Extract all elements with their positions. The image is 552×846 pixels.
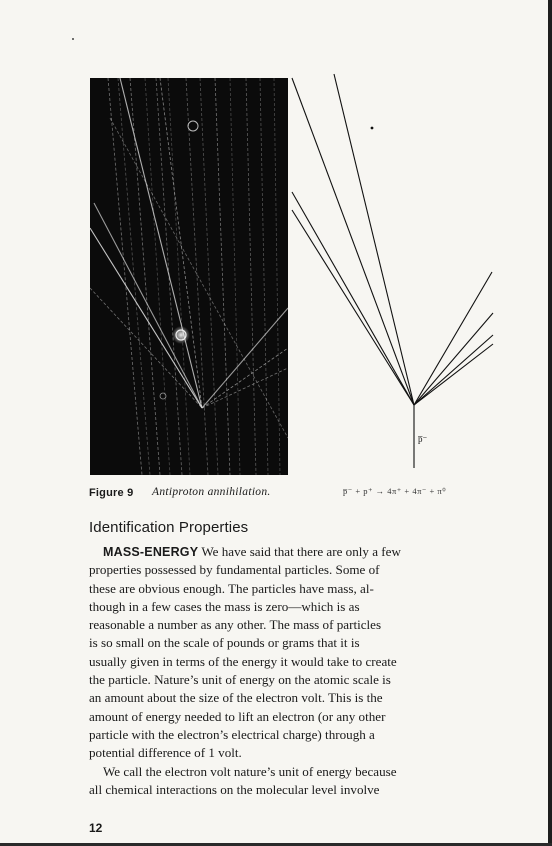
text-line: We call the electron volt nature’s unit of energy because	[103, 763, 397, 779]
bubble-track	[94, 203, 202, 408]
outgoing-track	[414, 335, 493, 405]
outgoing-track	[292, 210, 414, 405]
outgoing-track	[414, 313, 493, 405]
bubble-chamber-photograph	[90, 78, 288, 475]
bubble-ring	[188, 121, 198, 131]
bubble-track	[246, 78, 256, 475]
paragraph-lead-in: MASS-ENERGY	[103, 545, 199, 559]
bubble-track	[202, 308, 288, 408]
bubble-track	[200, 78, 218, 475]
bubble-ring	[160, 393, 166, 399]
bubble-track	[202, 368, 288, 408]
page-edge-shadow	[548, 0, 552, 846]
bubble-track	[260, 78, 268, 475]
text-line: usually given in terms of the energy it would take to create	[89, 653, 397, 669]
outgoing-track	[292, 78, 414, 405]
text-line: though in a few cases the mass is zero—which is as	[89, 598, 360, 614]
figure-caption: Antiproton annihilation.	[152, 486, 271, 498]
figure-label: Figure 9	[89, 487, 134, 499]
outgoing-track	[414, 344, 493, 405]
text-line: all chemical interactions on the molecular level involve	[89, 781, 380, 797]
text-line: reasonable a number as any other. The mass of particles	[89, 617, 382, 633]
text-line: amount of energy needed to lift an electron (or any other	[89, 708, 386, 724]
text-line: potential difference of 1 volt.	[89, 745, 242, 761]
bubble-track	[230, 78, 240, 475]
bubble-track	[160, 78, 202, 408]
bubble-track	[215, 78, 230, 475]
page-number: 12	[89, 821, 103, 835]
bubble-track	[202, 348, 288, 408]
track-dot	[371, 127, 374, 130]
bubble-track	[110, 118, 288, 438]
bubble-track	[274, 78, 280, 475]
bubble-highlight	[172, 326, 190, 344]
text-line: an amount about the size of the electron volt. This is the	[89, 690, 383, 706]
bubble-track	[186, 78, 208, 475]
text-line: is so small on the scale of pounds or grams that it is	[89, 635, 360, 651]
text-line: these are obvious enough. The particles have mass, al-	[89, 580, 374, 596]
outgoing-track	[292, 192, 414, 405]
body-text	[89, 543, 497, 799]
outgoing-track	[334, 74, 414, 405]
section-heading: Identification Properties	[89, 519, 249, 536]
bubble-track	[145, 78, 170, 475]
bubble-track	[118, 78, 150, 475]
text-line: the particle. Nature’s unit of energy on the atomic scale is	[89, 672, 391, 688]
annihilation-track-diagram	[290, 70, 500, 470]
text-line: particle with the electron’s electrical charge) through a	[89, 726, 375, 742]
bubble-track	[90, 228, 202, 408]
text-line: properties possessed by fundamental particles. Some of	[89, 562, 380, 578]
print-speck	[72, 38, 74, 40]
outgoing-track	[414, 272, 492, 405]
annihilation-equation: p̅⁻ + p⁺ → 4π⁺ + 4π⁻ + π⁰	[343, 486, 447, 496]
bubble-track	[168, 78, 190, 475]
antiproton-track-label: p̅⁻	[418, 434, 428, 444]
bubble-track	[108, 78, 142, 475]
text-line	[89, 543, 497, 561]
text-line-content: We have said that there are only a few	[198, 544, 401, 559]
